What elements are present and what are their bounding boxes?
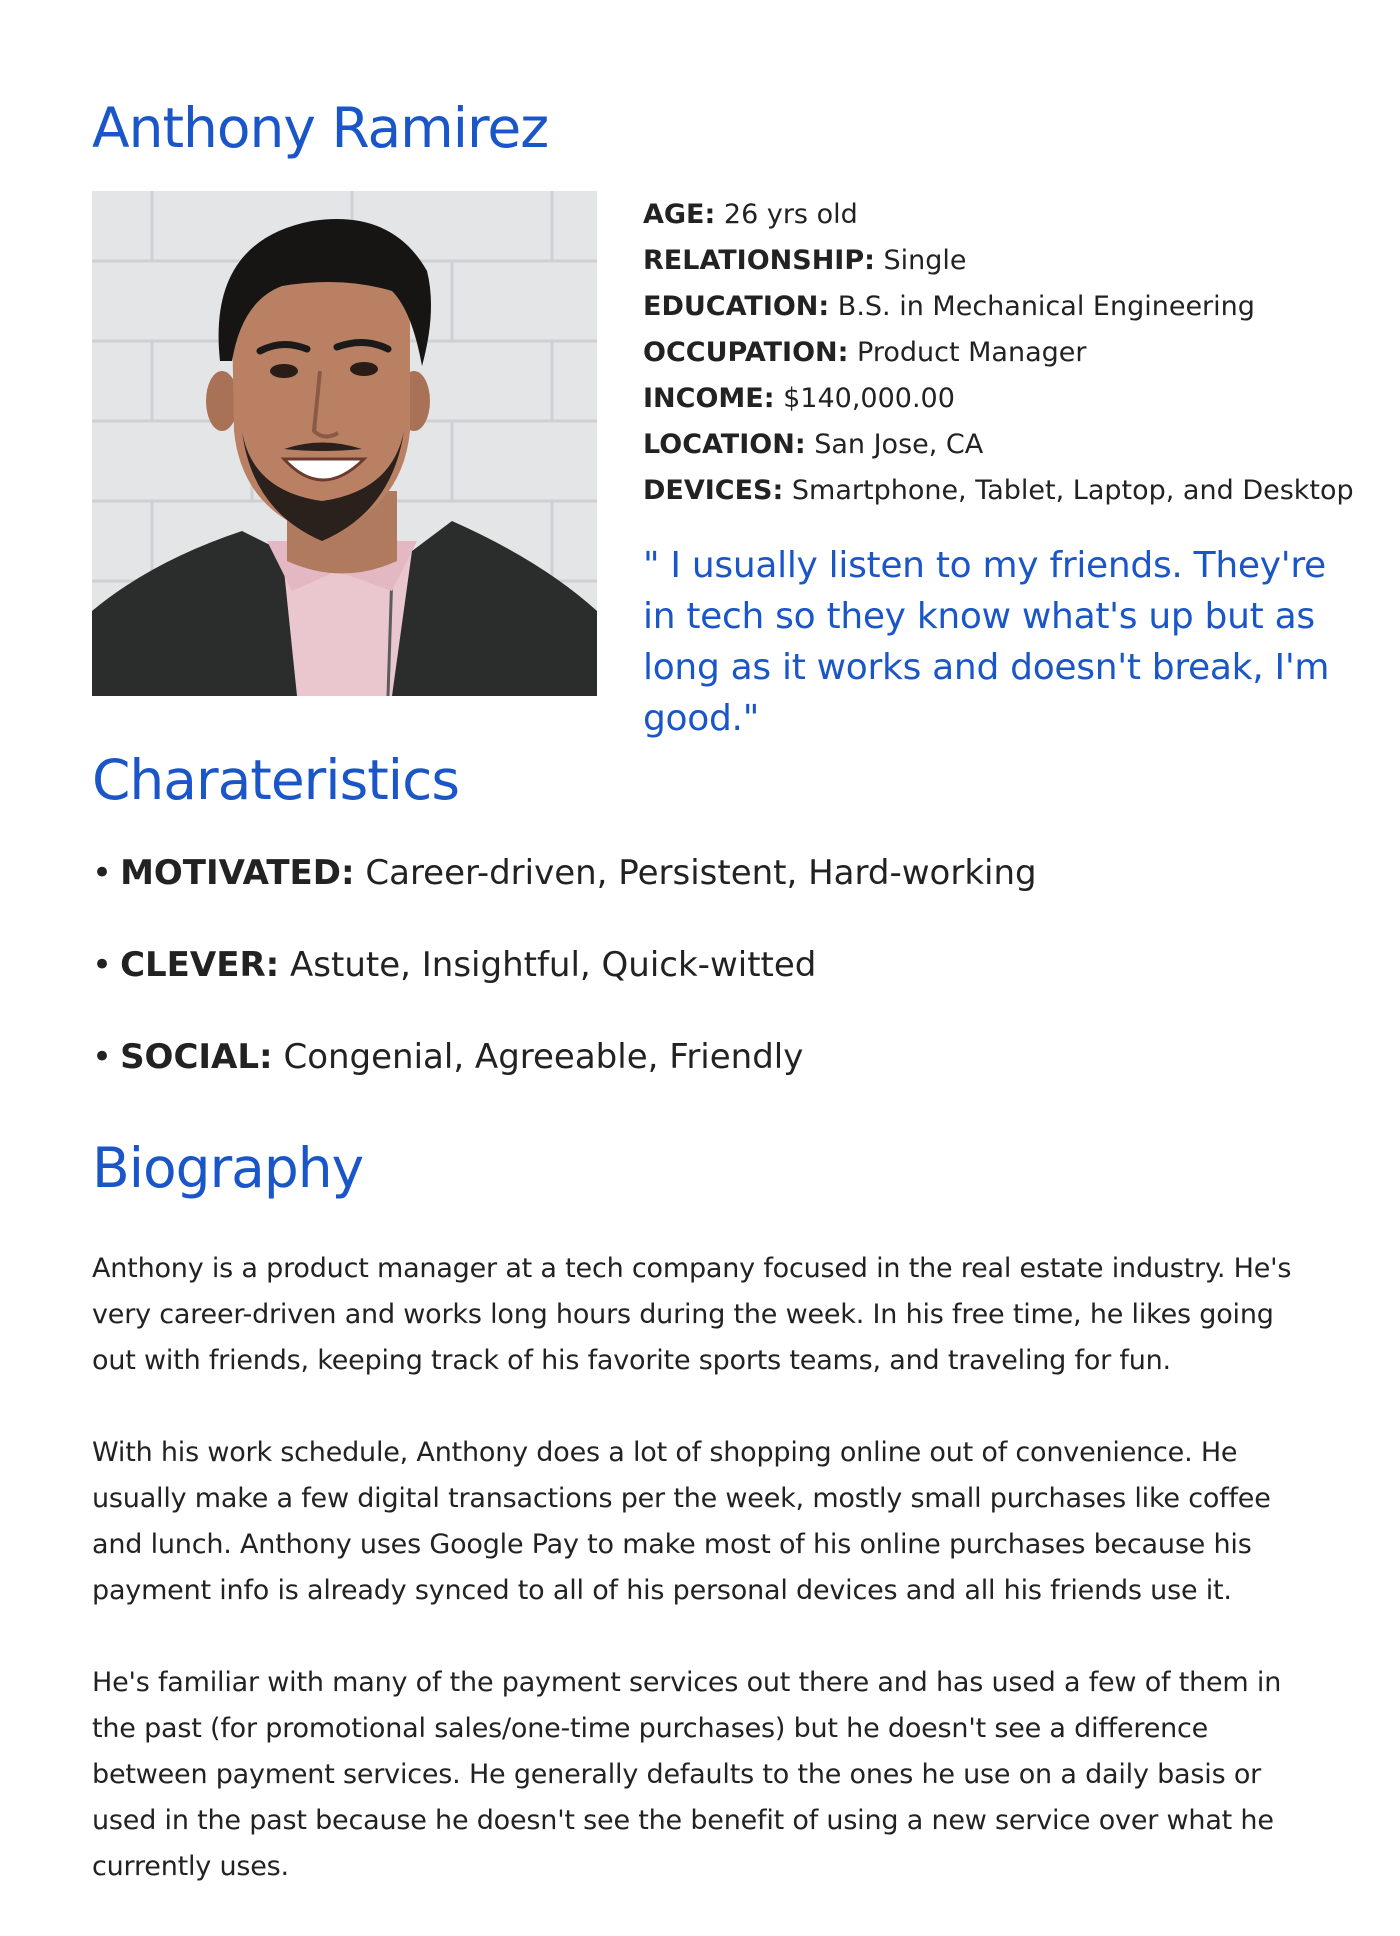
biography-paragraph: With his work schedule, Anthony does a lot of shopping online out of convenience. He usually make a few digital transactions per the week, mostly small purchases like coffee and lunch. Anthony uses Google Pay to make most of his online purchases because his payment info is already synced to all of his personal devices and all his friends use it. [92,1437,1271,1606]
info-devices [643,468,1354,514]
info-location [643,422,1323,468]
persona-page [92,0,1354,1904]
info-relationship [643,238,1323,284]
bullet-icon: • [92,945,113,985]
info-value: $140,000.00 [774,383,955,414]
bullet-icon: • [92,1037,113,1077]
characteristic-value: Congenial, Agreeable, Friendly [272,1037,804,1077]
info-age [643,192,1323,238]
characteristic-value: Career-driven, Persistent, Hard-working [354,853,1037,893]
info-income [643,376,1323,422]
info-value: Single [874,245,967,276]
bullet-icon: • [92,853,113,893]
info-label: OCCUPATION: [643,337,849,368]
info-label: INCOME: [643,383,775,414]
info-occupation [643,330,1323,376]
characteristics-heading: Charateristics [92,748,459,812]
info-value: San Jose, CA [805,429,984,460]
characteristic-item [92,1036,1292,1128]
info-value: Smartphone, Tablet, Laptop, and Desktop [783,475,1354,506]
info-label: RELATIONSHIP: [643,245,875,276]
characteristic-value: Astute, Insightful, Quick-witted [279,945,817,985]
persona-name: Anthony Ramirez [92,96,549,160]
info-label: DEVICES: [643,475,784,506]
info-value: Product Manager [848,337,1087,368]
info-value: 26 yrs old [715,199,858,230]
biography-paragraph: He's familiar with many of the payment services out there and has used a few of them in the past (for promotional sales/one-time purchases) but he doesn't see a difference between payment services. He generally defaults to the ones he use on a daily basis or used in the past because he doesn't see the benefit of using a new service over what he currently uses. [92,1667,1282,1882]
info-education [643,284,1323,330]
persona-photo [92,191,597,696]
biography-heading: Biography [92,1136,364,1200]
persona-info-list [643,192,1354,514]
biography-paragraph: Anthony is a product manager at a tech company focused in the real estate industry. He's very career-driven and works long hours during the week. In his free time, he likes going out with friends, keeping track of his favorite sports teams, and traveling for fun. [92,1253,1292,1376]
characteristic-item [92,852,1292,944]
characteristic-item [92,944,1292,1036]
info-value: B.S. in Mechanical Engineering [829,291,1255,322]
characteristic-label: CLEVER: [120,945,280,985]
info-label: EDUCATION: [643,291,830,322]
characteristics-list [92,852,1292,1128]
characteristic-label: MOTIVATED: [120,853,355,893]
biography-body [92,1246,1317,1936]
info-label: AGE: [643,199,716,230]
persona-quote: " I usually listen to my friends. They're in tech so they know what's up but as long as it works and doesn't break, I'm good." [643,545,1330,739]
characteristic-label: SOCIAL: [120,1037,273,1077]
info-label: LOCATION: [643,429,806,460]
